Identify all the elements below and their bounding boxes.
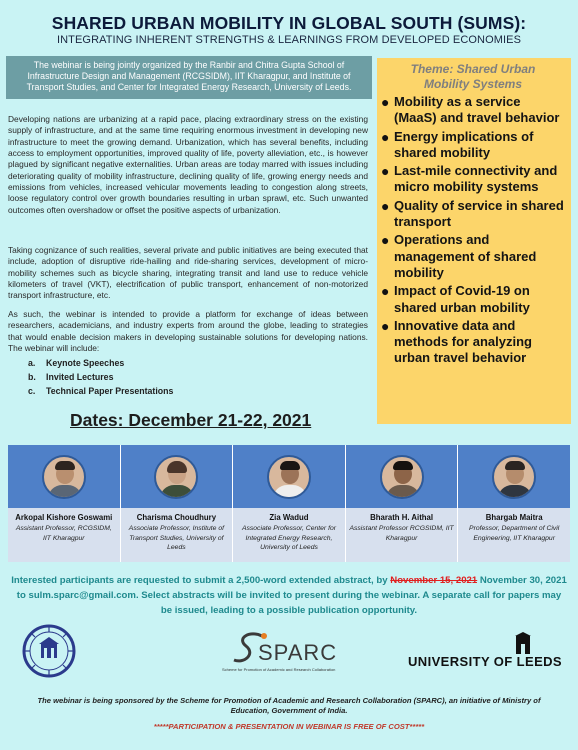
theme-item-text: Last-mile connectivity and micro mobility systems — [394, 163, 558, 195]
bullet-icon: ● — [381, 283, 390, 300]
speaker-photo — [458, 445, 570, 508]
leeds-wordmark: UNIVERSITY OF LEEDS — [408, 654, 562, 669]
free-of-cost-note: *****PARTICIPATION & PRESENTATION IN WEBINAR IS FREE OF COST***** — [153, 722, 425, 731]
speakers-panel — [8, 445, 570, 562]
old-deadline: November 15, 2021 — [390, 575, 478, 586]
theme-item — [381, 163, 565, 196]
speaker-photo — [121, 445, 233, 508]
bullet-icon: ● — [381, 163, 390, 180]
speaker-info — [8, 508, 120, 562]
sponsor-note: The webinar is being sponsored by the Scheme for Promotion of Academic and Research Collaboration (SPARC), an initiative of Ministry of Education, Government of India. — [37, 696, 541, 715]
sparc-logo — [222, 628, 352, 676]
speaker-name: Bharath H. Aithal — [370, 513, 434, 522]
speaker-info — [121, 508, 233, 562]
theme-list — [381, 94, 565, 367]
speaker-photo — [8, 445, 120, 508]
theme-item — [381, 318, 565, 367]
program-list — [28, 356, 173, 398]
speaker-info — [346, 508, 458, 562]
speaker-name: Arkopal Kishore Goswami — [15, 513, 113, 522]
theme-title — [381, 62, 565, 92]
speaker-photo — [233, 445, 345, 508]
theme-item-text: Impact of Covid-19 on shared urban mobility — [394, 283, 530, 315]
event-dates: Dates: December 21-22, 2021 — [70, 410, 312, 430]
speaker-title: Assistant Professor, RCGSIDM, IIT Kharagpur — [15, 525, 112, 542]
speaker-photo — [346, 445, 458, 508]
speaker-name: Charisma Choudhury — [136, 513, 217, 522]
avatar — [380, 455, 424, 499]
bullet-icon: ● — [381, 128, 390, 145]
theme-item-text: Operations and management of shared mobility — [394, 232, 537, 280]
theme-item-text: Quality of service in shared transport — [394, 197, 564, 230]
speaker-card — [233, 445, 346, 562]
program-item: a. Keynote Speeches — [28, 358, 125, 368]
webinar-purpose-paragraph: As such, the webinar is intended to provide a platform for exchange of ideas between researchers, academicians, and industry experts from around the globe, leading to strategies that would enable decision makers in developing sustainable solutions for developing nations. The webinar will include: — [8, 309, 368, 354]
speaker-card — [458, 445, 570, 562]
university-of-leeds-logo — [408, 632, 562, 672]
organizer-box: The webinar is being jointly organized by the Ranbir and Chitra Gupta School of Infrastructure Design and Management (RCGSIDM), IIT Kharagpur, and Institute of Transport Studies, and Center for Integrated Energy Research, University of Leeds. — [6, 56, 372, 99]
theme-title-line2: Mobility Systems — [423, 77, 523, 91]
bullet-icon: ● — [381, 94, 390, 110]
speaker-title: Professor, Department of Civil Engineering, IIT Kharagpur — [469, 525, 560, 542]
speaker-title: Associate Professor, Center for Integrated Energy Research, University of Leeds — [241, 525, 337, 551]
initiatives-paragraph: Taking cognizance of such realities, several private and public initiatives are being executed that include, adoption of disruptive ride-hailing and ride-sharing services, development of micro-mobility schemes such as bicycle sharing, integrating transit and land use to reduce vehicle kilometers of travel (VKT), electrification of public transport, enhancement of non-motorized transport infrastructure, etc. — [8, 245, 368, 301]
speaker-info — [233, 508, 345, 562]
speaker-name: Zia Wadud — [269, 513, 309, 522]
speaker-name: Bhargab Maitra — [485, 513, 543, 522]
bullet-icon: ● — [381, 197, 390, 214]
theme-item — [381, 129, 565, 162]
program-item: b. Invited Lectures — [28, 372, 114, 382]
bullet-icon: ● — [381, 317, 390, 334]
call-for-abstracts: Interested participants are requested to submit a 2,500-word extended abstract, by November 15, 2021 November 30, 2021 to sulm.sparc@gmail.com. Select abstracts will be invited to present during the webinar. A separate call for papers may be issued, leading to a possible publication opportunity. — [11, 575, 567, 616]
speaker-title: Assistant Professor RCGSIDM, IIT Kharagpur — [349, 525, 454, 542]
speaker-title: Associate Professor, Institute of Transport Studies, University of Leeds — [128, 525, 224, 551]
iit-kharagpur-logo — [22, 624, 76, 678]
avatar — [42, 455, 86, 499]
speaker-info — [458, 508, 570, 562]
bullet-icon: ● — [381, 232, 390, 249]
sparc-wordmark: SPARC — [258, 640, 338, 665]
theme-box — [377, 58, 571, 424]
sparc-subtitle: Scheme for Promotion of Academic and Research Collaboration — [222, 667, 336, 672]
intro-paragraph: Developing nations are urbanizing at a rapid pace, placing extraordinary stress on the existing supply of infrastructure, and at the same time requiring enormous investment in developing new infrastructure to meet the growing demand. Urbanization, which has several benefits, including access to employment opportunities, improved quality of life, poverty alleviation, etc., is however plagued by significant negative externalities. Urban areas are today marred with issues including deteriorating quality of mobility infrastructure, declining quality of life, growing energy needs and emissions from vehicles, increased vehicular movements leading to congestion along streets, loose regulatory control over growth boundaries resulting in urban sprawl, etc. Such unwanted outcomes often overshadow or offset the positive aspects of urbanization. — [8, 114, 368, 215]
theme-item-text: Mobility as a service (MaaS) and travel behavior — [394, 94, 560, 126]
theme-item-text: Energy implications of shared mobility — [394, 128, 534, 160]
theme-item — [381, 94, 565, 127]
speaker-card — [346, 445, 459, 562]
theme-item — [381, 283, 565, 316]
avatar — [154, 455, 198, 499]
speaker-card — [8, 445, 121, 562]
page-subtitle: INTEGRATING INHERENT STRENGTHS & LEARNINGS FROM DEVELOPED ECONOMIES — [56, 34, 522, 46]
page-title: SHARED URBAN MOBILITY IN GLOBAL SOUTH (SUMS): — [51, 13, 527, 33]
theme-item — [381, 198, 565, 231]
avatar — [492, 455, 536, 499]
program-item: c. Technical Paper Presentations — [28, 386, 174, 396]
avatar — [267, 455, 311, 499]
theme-title-line1: Theme: Shared Urban — [410, 62, 536, 76]
theme-item-text: Innovative data and methods for analyzing urban travel behavior — [394, 317, 532, 366]
speaker-card — [121, 445, 234, 562]
theme-item — [381, 232, 565, 281]
